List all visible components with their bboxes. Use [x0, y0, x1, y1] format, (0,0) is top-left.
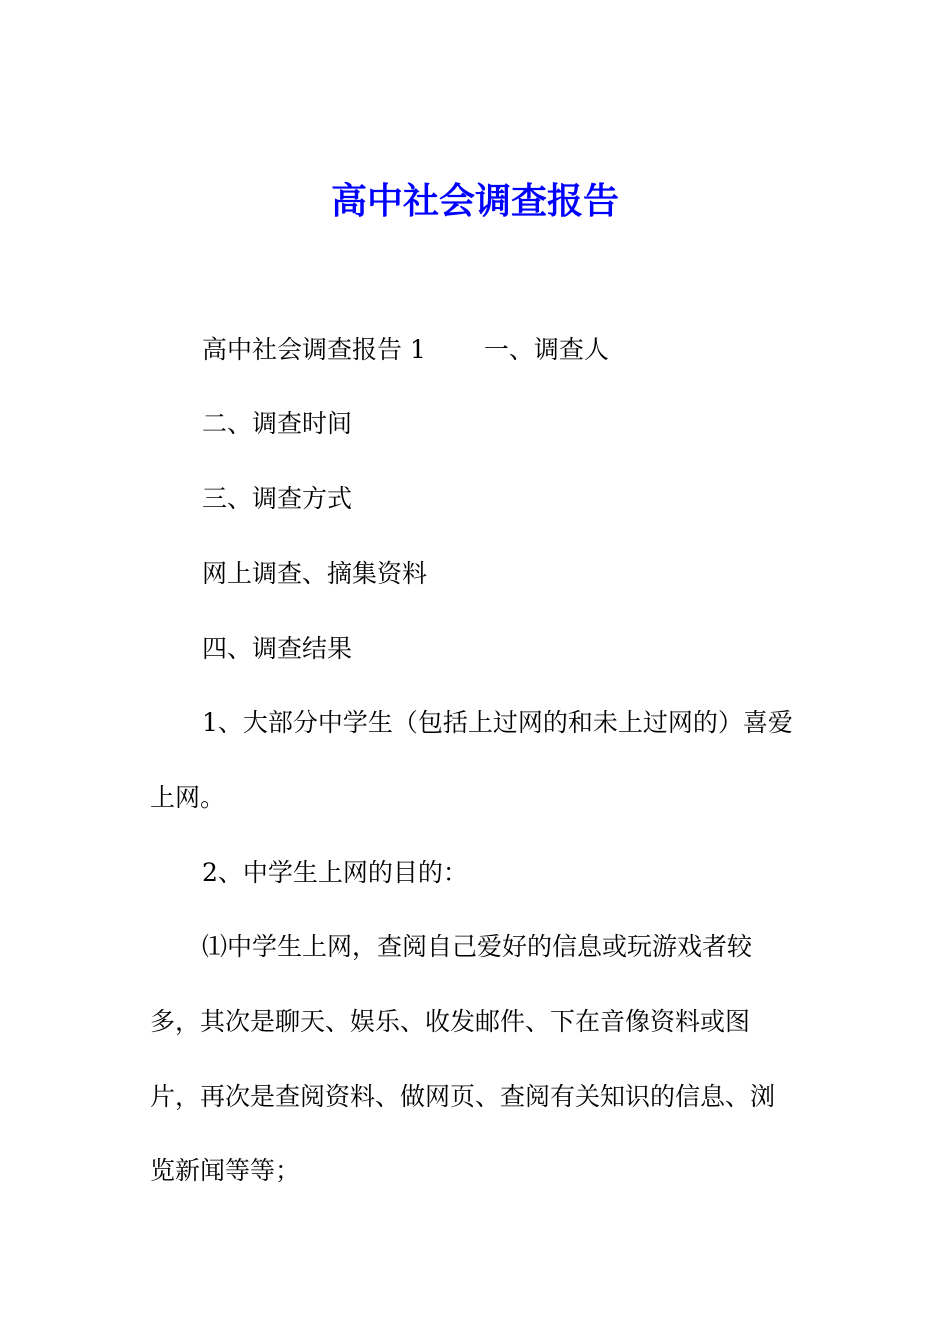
item-1-line-2: 多，其次是聊天、娱乐、收发邮件、下在音像资料或图: [150, 1007, 751, 1036]
results-heading: 四、调查结果: [202, 634, 353, 663]
investigator-heading: 一、调查人: [483, 335, 609, 364]
result-2: 2、中学生上网的目的：: [202, 858, 468, 887]
result-1-line-2: 上网。: [150, 783, 226, 812]
section-heading: 高中社会调查报告 1: [202, 335, 426, 364]
result-1-line-1: 1、大部分中学生（包括上过网的和未上过网的）喜爱: [202, 708, 793, 737]
time-heading: 二、调查时间: [202, 409, 353, 438]
method-heading: 三、调查方式: [202, 484, 353, 513]
item-1-line-3: 片，再次是查阅资料、做网页、查阅有关知识的信息、浏: [150, 1082, 776, 1111]
method-detail: 网上调查、摘集资料: [202, 559, 428, 588]
item-1-line-1: ⑴中学生上网，查阅自己爱好的信息或玩游戏者较: [202, 932, 753, 961]
document-title: 高中社会调查报告: [330, 180, 619, 222]
first-line: [202, 330, 609, 370]
item-1-line-4: 览新闻等等；: [150, 1156, 301, 1185]
